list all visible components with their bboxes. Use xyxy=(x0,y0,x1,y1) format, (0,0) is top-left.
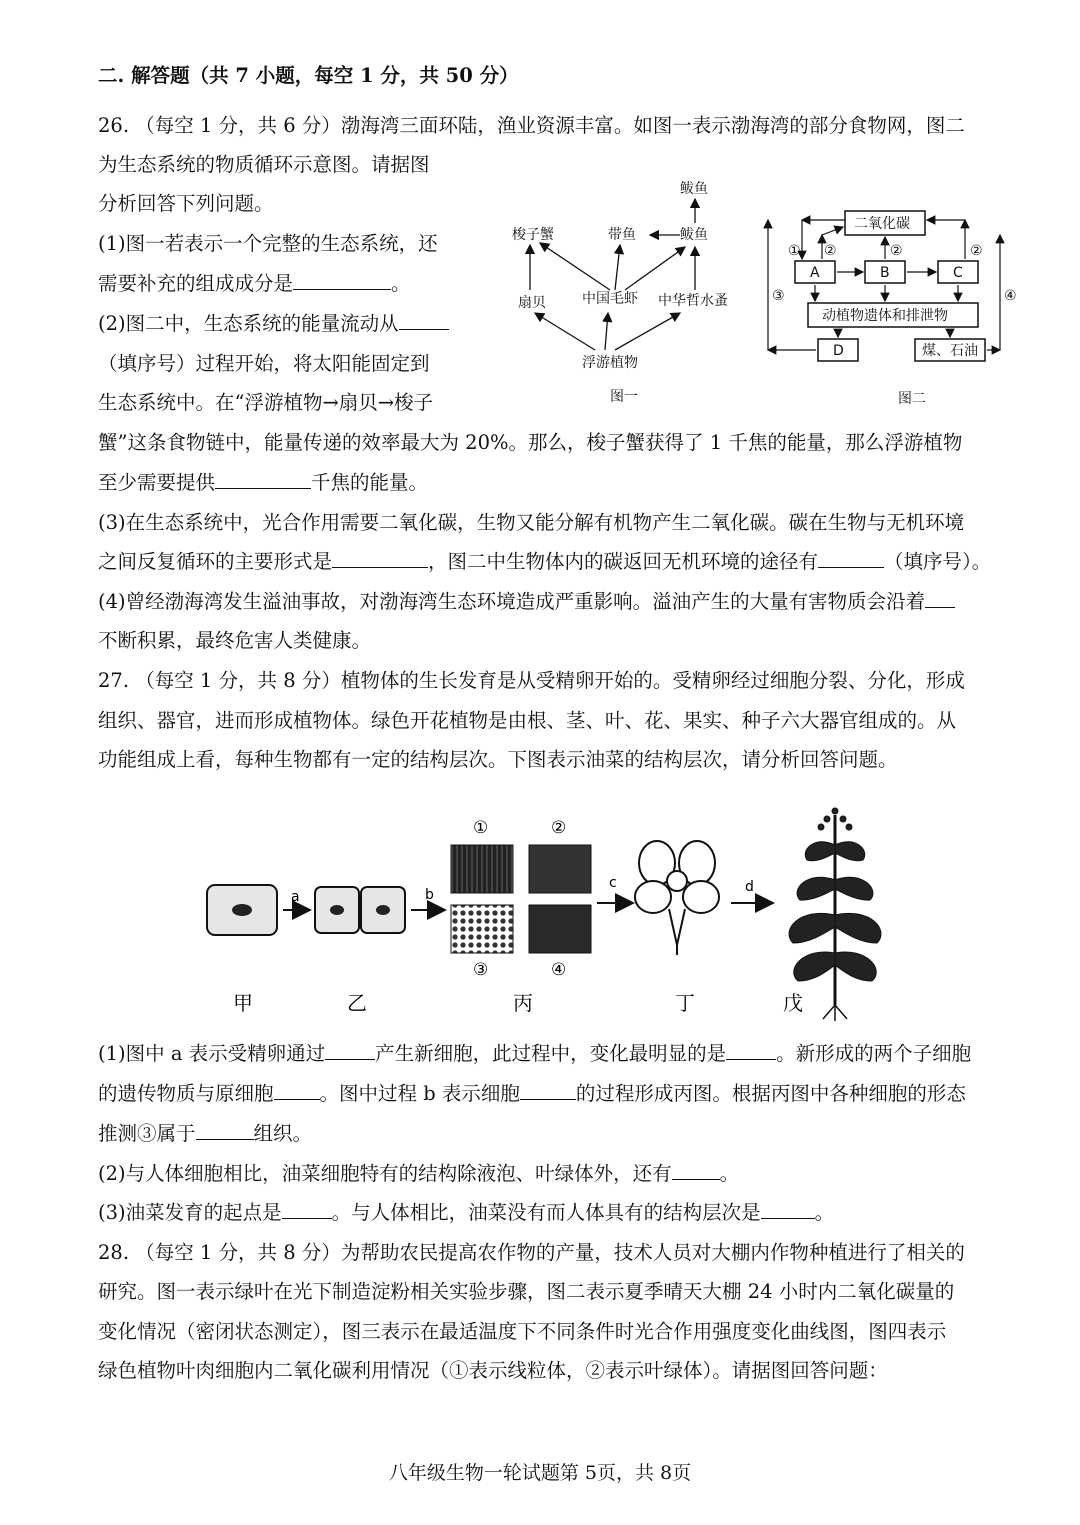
arrow-label-a: a xyxy=(291,889,300,905)
q26-line-7: （填序号）过程开始，将太阳能固定到 xyxy=(98,352,430,375)
answer-blank[interactable] xyxy=(925,589,955,608)
q27-sub2 xyxy=(98,1160,1043,1188)
stage-label: 乙 xyxy=(347,991,367,1015)
food-web-node: 扇贝 xyxy=(518,295,546,311)
tissue-4 xyxy=(529,905,591,953)
q28-line-3: 变化情况（密闭状态测定），图三表示在最适温度下不同条件时光合作用强度变化曲线图，图四表示 xyxy=(98,1320,947,1343)
q26-text: ，图二中生物体内的碳返回无机环境的途径有 xyxy=(428,550,819,573)
nucleus xyxy=(232,904,252,916)
answer-blank[interactable] xyxy=(332,549,428,568)
q27-text: 的过程形成丙图。根据丙图中各种细胞的形态 xyxy=(575,1082,966,1105)
carbon-cycle-figure xyxy=(760,205,1025,410)
food-web-node: 带鱼 xyxy=(608,227,636,243)
answer-blank[interactable] xyxy=(282,1200,332,1219)
tissue-2 xyxy=(529,845,591,893)
tissue-3 xyxy=(451,905,513,953)
section-title: 二. 解答题（共 7 小题，每空 1 分，共 50 分） xyxy=(98,64,519,87)
arrow-label-b: b xyxy=(425,887,434,903)
answer-blank[interactable] xyxy=(761,1200,815,1219)
q26-line-9: 蟹”这条食物链中，能量传递的效率最大为 20%。那么，梭子蟹获得了 1 千焦的能量，那么浮游植物 xyxy=(98,431,963,454)
q27-text: (2)与人体细胞相比，油菜细胞特有的结构除液泡、叶绿体外，还有 xyxy=(98,1162,672,1185)
food-web-node: 浮游植物 xyxy=(582,355,638,371)
tissue-number: ① xyxy=(473,818,489,838)
node-d-label: D xyxy=(833,343,844,359)
q26-text: 至少需要提供 xyxy=(98,471,216,494)
process-label: ② xyxy=(970,243,983,259)
node-c-label: C xyxy=(953,265,963,281)
q27-text: 组织。 xyxy=(253,1122,313,1145)
q27-sub1-line-1 xyxy=(98,1040,1043,1068)
stage-label: 甲 xyxy=(233,991,253,1015)
food-web-node: 鲅鱼 xyxy=(680,181,708,197)
coal-label: 煤、石油 xyxy=(922,343,978,359)
arrow-label-c: c xyxy=(609,875,617,891)
answer-blank[interactable] xyxy=(672,1161,720,1180)
q26-line-10 xyxy=(98,469,1043,497)
process-label: ② xyxy=(890,243,903,259)
co2-label: 二氧化碳 xyxy=(854,216,910,232)
stage-label: 丁 xyxy=(675,991,695,1015)
tissue-1 xyxy=(451,845,513,893)
q26-line-5: 需要补充的组成成分是 。 xyxy=(98,272,411,295)
q26-line-11: (3)在生态系统中，光合作用需要二氧化碳，生物又能分解有机物产生二氧化碳。碳在生物与无机环境 xyxy=(98,511,965,534)
q28-line-4: 绿色植物叶肉细胞内二氧化碳利用情况（①表示线粒体，②表示叶绿体）。请据图回答问题： xyxy=(98,1359,888,1382)
answer-blank[interactable] xyxy=(325,1041,375,1060)
q27-text: (1)图中 a 表示受精卵通过 xyxy=(98,1042,326,1065)
page-footer: 八年级生物一轮试题第 5页，共 8页 xyxy=(388,1462,692,1484)
food-web-node: 中国毛虾 xyxy=(582,291,638,307)
q26-line-1: 26. （每空 1 分，共 6 分）渤海湾三面环陆，渔业资源丰富。如图一表示渤海湾的部分食物网，图二 xyxy=(98,114,965,137)
plant-body xyxy=(789,808,881,1021)
q26-text: （填序号）。 xyxy=(884,550,992,573)
q26-text: (4)曾经渤海湾发生溢油事故，对渤海湾生态环境造成严重影响。溢油产生的大量有害物质会沿着 xyxy=(98,590,926,613)
process-label: ① xyxy=(788,243,801,259)
q28-line-2: 研究。图一表示绿叶在光下制造淀粉相关实验步骤，图二表示夏季晴天大棚 24 小时内二氧化碳量的 xyxy=(98,1280,955,1303)
answer-blank[interactable] xyxy=(274,1081,320,1100)
tissue-number: ③ xyxy=(473,960,489,980)
q27-text: 推测③属于 xyxy=(98,1122,196,1145)
q27-sub1-line-2 xyxy=(98,1080,1043,1108)
tissue-number: ④ xyxy=(551,960,567,980)
q27-text: 。图中过程 b 表示细胞 xyxy=(319,1082,520,1105)
q26-text: 需要补充的组成成分是 xyxy=(98,272,294,295)
stage-label: 戊 xyxy=(783,991,803,1015)
q26-line-14: 不断积累，最终危害人类健康。 xyxy=(98,629,372,652)
process-label: ② xyxy=(824,243,837,259)
q27-line-2: 组织、器官，进而形成植物体。绿色开花植物是由根、茎、叶、花、果实、种子六大器官组成的。从 xyxy=(98,709,957,732)
flower-organ xyxy=(635,841,719,955)
rapeseed-structure-figure xyxy=(195,805,955,1030)
q26-line-8: 生态系统中。在“浮游植物→扇贝→梭子 xyxy=(98,391,434,414)
q27-text: 产生新细胞，此过程中，变化最明显的是 xyxy=(375,1042,727,1065)
process-label: ③ xyxy=(772,288,785,304)
q26-line-3: 分析回答下列问题。 xyxy=(98,192,274,215)
q26-text: (2)图二中，生态系统的能量流动从 xyxy=(98,312,399,335)
q26-line-13 xyxy=(98,588,1043,616)
q27-sub3 xyxy=(98,1199,1043,1227)
q26-text: 之间反复循环的主要形式是 xyxy=(98,550,333,573)
q27-line-1: 27. （每空 1 分，共 8 分）植物体的生长发育是从受精卵开始的。受精卵经过细胞分裂、分化，形成 xyxy=(98,669,965,692)
food-web-figure xyxy=(500,175,745,410)
answer-blank[interactable] xyxy=(293,271,391,290)
answer-blank[interactable] xyxy=(196,1121,254,1140)
food-web-node: 鲅鱼 xyxy=(680,227,708,243)
food-web-node: 中华哲水蚤 xyxy=(658,293,728,309)
answer-blank[interactable] xyxy=(215,470,311,489)
q27-text: 的遗传物质与原细胞 xyxy=(98,1082,274,1105)
stage-label: 丙 xyxy=(513,991,533,1015)
answer-blank[interactable] xyxy=(520,1081,576,1100)
q27-text: 。 xyxy=(814,1201,835,1224)
food-web-node: 梭子蟹 xyxy=(512,227,554,243)
remains-label: 动植物遗体和排泄物 xyxy=(822,308,948,324)
q27-sub1-line-3 xyxy=(98,1120,1043,1148)
q26-text: 千焦的能量。 xyxy=(311,471,429,494)
q28-line-1: 28. （每空 1 分，共 8 分）为帮助农民提高农作物的产量，技术人员对大棚内作物种植进行了相关的 xyxy=(98,1241,965,1264)
q26-line-12 xyxy=(98,548,1043,576)
answer-blank[interactable] xyxy=(726,1041,776,1060)
fig2-caption: 图二 xyxy=(898,391,926,407)
q26-line-4: (1)图一若表示一个完整的生态系统，还 xyxy=(98,232,438,255)
q27-text: 。与人体相比，油菜没有而人体具有的结构层次是 xyxy=(331,1201,761,1224)
tissue-number: ② xyxy=(551,818,567,838)
q27-text: 。 xyxy=(719,1162,740,1185)
fig1-caption: 图一 xyxy=(610,389,638,405)
q27-text: (3)油菜发育的起点是 xyxy=(98,1201,282,1224)
arrow-label-d: d xyxy=(745,879,754,895)
q27-text: 。新形成的两个子细胞 xyxy=(776,1042,972,1065)
process-label: ④ xyxy=(1004,288,1017,304)
q27-line-3: 功能组成上看，每种生物都有一定的结构层次。下图表示油菜的结构层次，请分析回答问题。 xyxy=(98,748,898,771)
answer-blank[interactable] xyxy=(399,311,449,330)
node-a-label: A xyxy=(810,265,820,281)
q26-line-2: 为生态系统的物质循环示意图。请据图 xyxy=(98,153,430,176)
answer-blank[interactable] xyxy=(818,549,884,568)
node-b-label: B xyxy=(880,265,890,281)
